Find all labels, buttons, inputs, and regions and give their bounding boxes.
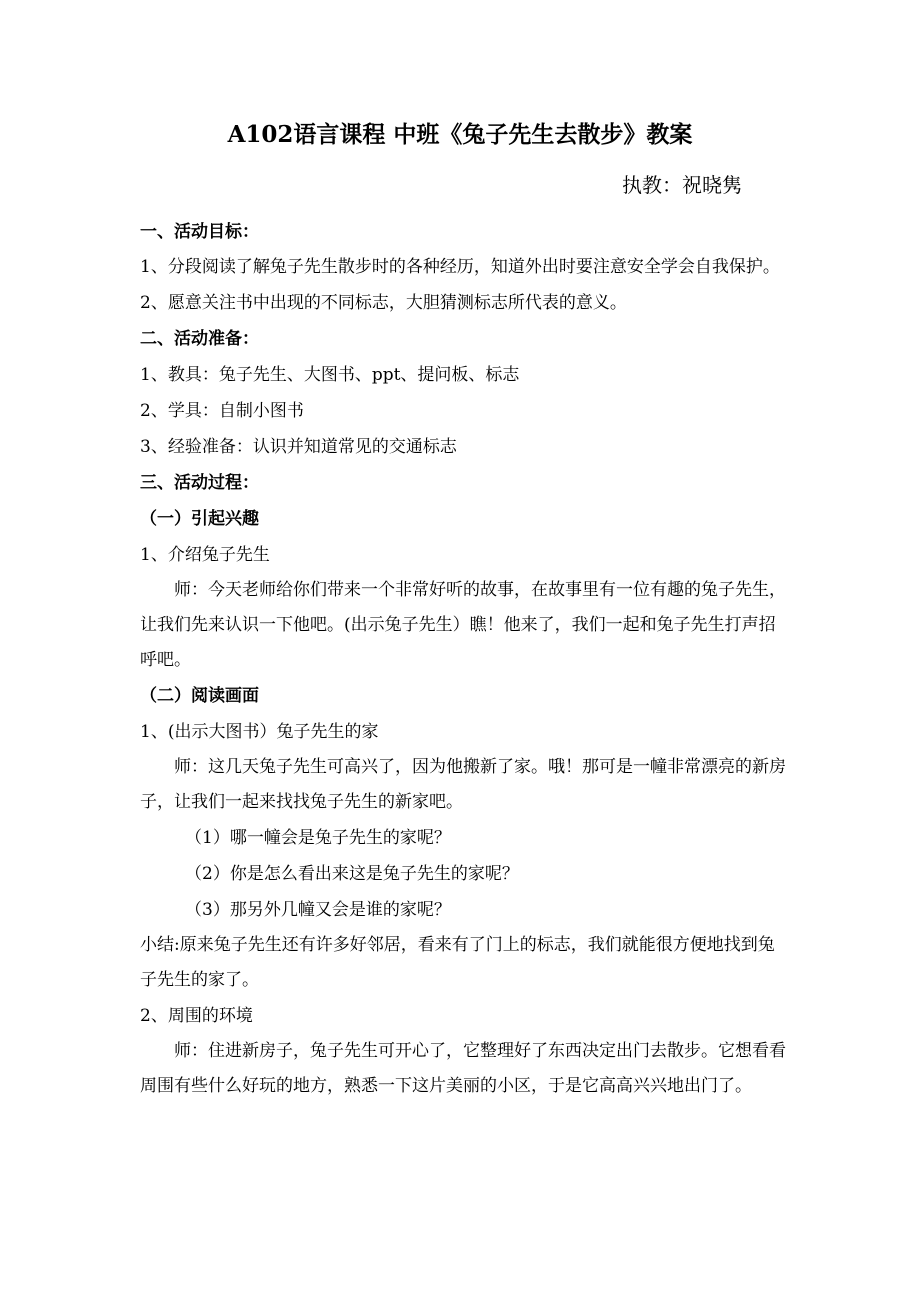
- summary-text: 小结:原来兔子先生还有许多好邻居，看来有了门上的标志，我们就能很方便地找到兔子先生的家了。: [140, 935, 775, 990]
- teacher-dialogue: 师：住进新房子，兔子先生可开心了，它整理好了东西决定出门去散步。它想看看周围有些什么好玩的地方，熟悉一下这片美丽的小区，于是它高高兴兴地出门了。: [140, 1041, 786, 1096]
- subsection-heading-interest: （一）引起兴趣: [140, 509, 259, 529]
- section-heading-goals: 一、活动目标：: [140, 222, 259, 242]
- question-item: （3）那另外几幢又会是谁的家呢？: [185, 900, 451, 920]
- process-step: 2、周围的环境: [140, 1006, 253, 1026]
- goal-item: 2、愿意关注书中出现的不同标志，大胆猜测标志所代表的意义。: [140, 293, 627, 313]
- teacher-dialogue: 师：这几天兔子先生可高兴了，因为他搬新了家。哦！那可是一幢非常漂亮的新房子，让我们一起来找找兔子先生的新家吧。: [140, 757, 786, 812]
- section-heading-preparation: 二、活动准备：: [140, 329, 259, 349]
- preparation-item: 3、经验准备：认识并知道常见的交通标志: [140, 437, 457, 457]
- document-body: [140, 214, 790, 1104]
- preparation-item: 1、教具：兔子先生、大图书、ppt、提问板、标志: [140, 365, 520, 385]
- document-title: A102语言课程 中班《兔子先生去散步》教案: [227, 121, 693, 148]
- teacher-dialogue: 师：今天老师给你们带来一个非常好听的故事，在故事里有一位有趣的兔子先生，让我们先来认识一下他吧。(出示兔子先生）瞧！他来了，我们一起和兔子先生打声招呼吧。: [140, 580, 786, 670]
- question-item: （1）哪一幢会是兔子先生的家呢？: [185, 828, 451, 848]
- teacher-name: 执教：祝晓隽: [622, 173, 742, 197]
- section-heading-process: 三、活动过程：: [140, 473, 259, 493]
- preparation-item: 2、学具：自制小图书: [140, 401, 304, 421]
- process-step: 1、介绍兔子先生: [140, 545, 270, 565]
- process-step: 1、(出示大图书）兔子先生的家: [140, 722, 379, 742]
- subsection-heading-reading: （二）阅读画面: [140, 686, 259, 706]
- question-item: （2）你是怎么看出来这是兔子先生的家呢？: [185, 864, 519, 884]
- goal-item: 1、分段阅读了解兔子先生散步时的各种经历，知道外出时要注意安全学会自我保护。: [140, 257, 780, 277]
